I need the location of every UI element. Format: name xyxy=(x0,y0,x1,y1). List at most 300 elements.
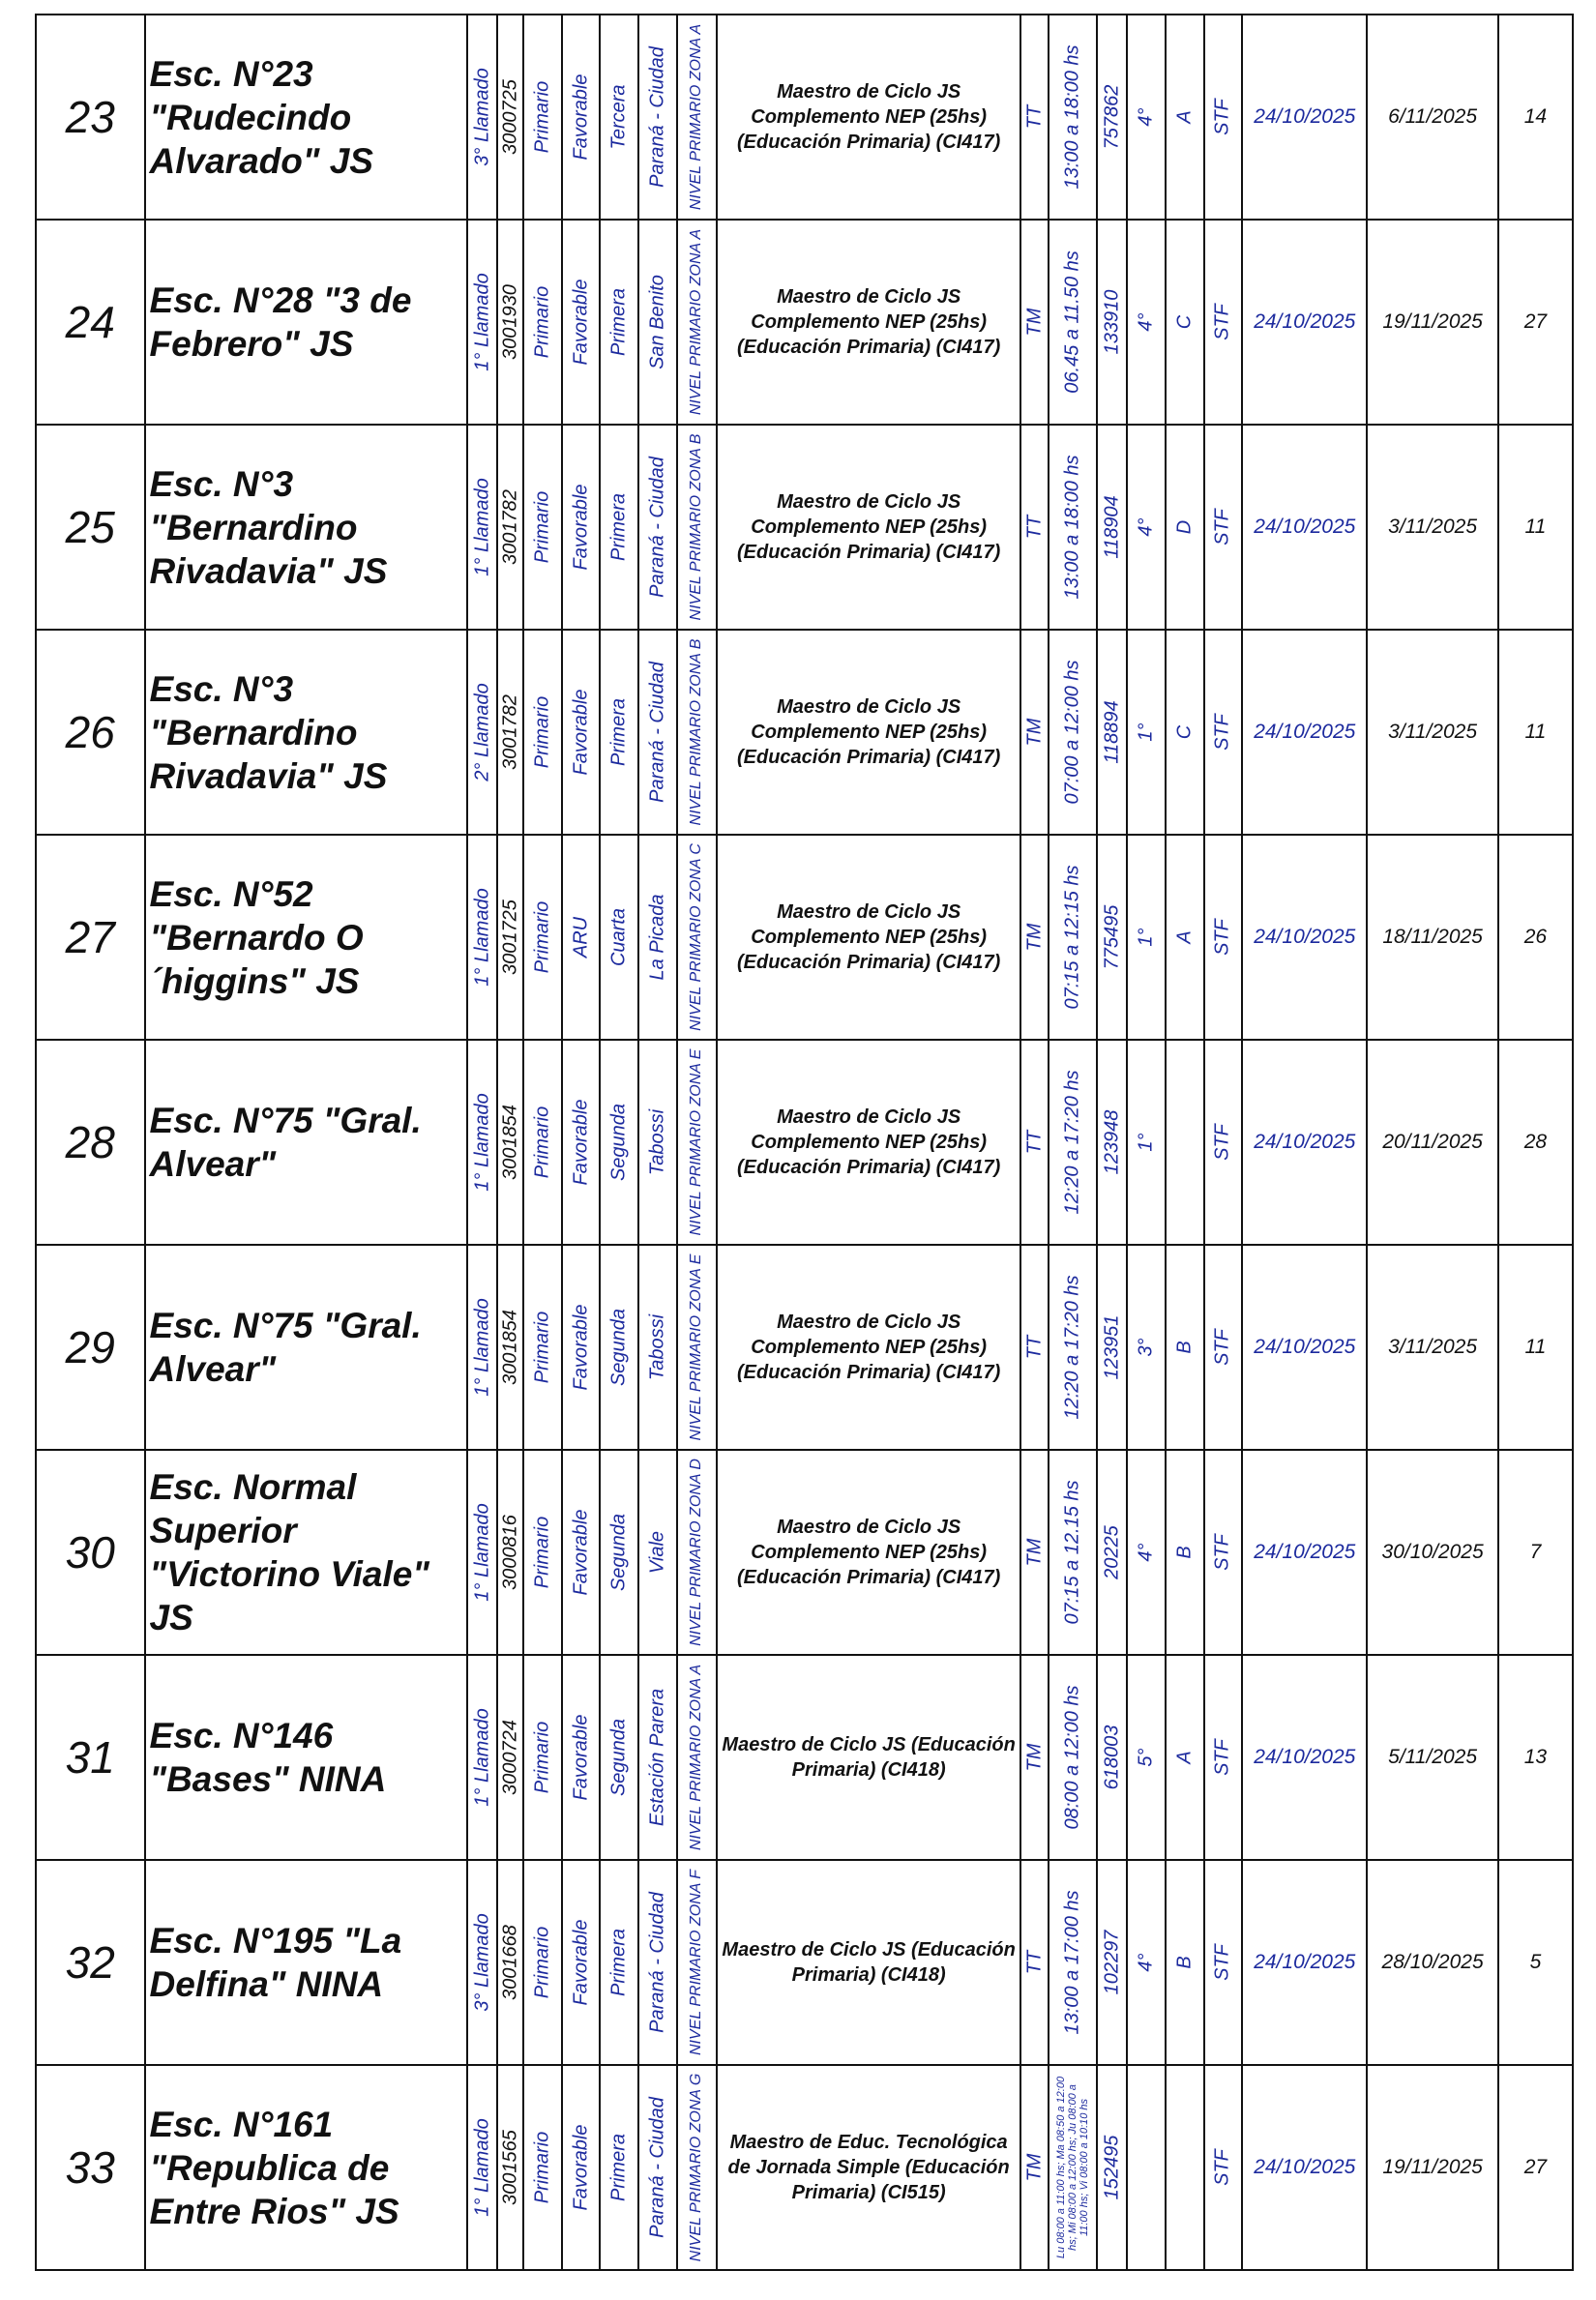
level-zone: NIVEL PRIMARIO ZONA G xyxy=(688,2073,705,2262)
schedule: 07:00 a 12:00 hs xyxy=(1061,660,1083,805)
status: STF xyxy=(1211,99,1233,135)
category-cell xyxy=(600,1655,638,1860)
status: STF xyxy=(1211,2149,1233,2186)
row-number: 31 xyxy=(36,1655,145,1860)
days-count: 27 xyxy=(1498,220,1573,425)
shift: TT xyxy=(1023,104,1046,130)
call-number-cell xyxy=(467,1860,497,2065)
category-cell xyxy=(600,835,638,1040)
zone-type: Favorable xyxy=(570,74,592,161)
date-to: 19/11/2025 xyxy=(1367,2065,1497,2270)
shift-cell xyxy=(1020,15,1049,220)
position-id-cell xyxy=(1097,425,1127,630)
shift-cell xyxy=(1020,1450,1049,1655)
position-title: Maestro de Ciclo JS Complemento NEP (25hs) (Educación Primaria) (CI417) xyxy=(717,1040,1020,1245)
level-cell xyxy=(523,220,562,425)
school-name: Esc. N°23 "Rudecindo Alvarado" JS xyxy=(145,15,467,220)
level-zone: NIVEL PRIMARIO ZONA E xyxy=(688,1253,705,1441)
position-title: Maestro de Ciclo JS Complemento NEP (25hs) (Educación Primaria) (CI417) xyxy=(717,425,1020,630)
level-cell xyxy=(523,15,562,220)
locality: Viale xyxy=(646,1530,668,1575)
position-id-cell xyxy=(1097,15,1127,220)
date-to: 20/11/2025 xyxy=(1367,1040,1497,1245)
section: B xyxy=(1173,1341,1196,1354)
status-cell xyxy=(1204,1655,1243,1860)
schedule: 12:20 a 17:20 hs xyxy=(1061,1070,1083,1215)
call-number-cell xyxy=(467,220,497,425)
section: D xyxy=(1173,519,1196,535)
grade-cell xyxy=(1127,1040,1166,1245)
table-row xyxy=(36,2065,1573,2270)
status: STF xyxy=(1211,919,1233,956)
grade: 5° xyxy=(1135,1748,1157,1767)
position-title: Maestro de Ciclo JS Complemento NEP (25hs) (Educación Primaria) (CI417) xyxy=(717,630,1020,835)
grade: 1° xyxy=(1135,928,1157,947)
school-code: 3001782 xyxy=(499,694,521,770)
position-id-cell xyxy=(1097,630,1127,835)
school-code: 3001854 xyxy=(499,1310,521,1385)
school-name: Esc. N°146 "Bases" NINA xyxy=(145,1655,467,1860)
zone-type: ARU xyxy=(570,916,592,958)
category-cell xyxy=(600,2065,638,2270)
date-from: 24/10/2025 xyxy=(1242,425,1367,630)
category: Segunda xyxy=(607,1308,630,1387)
locality: San Benito xyxy=(646,275,668,369)
shift: TM xyxy=(1023,1743,1046,1772)
schedule-cell xyxy=(1049,1860,1097,2065)
level-zone: NIVEL PRIMARIO ZONA D xyxy=(688,1459,705,1646)
shift: TM xyxy=(1023,923,1046,952)
zone-type-cell xyxy=(562,15,601,220)
zone-type-cell xyxy=(562,425,601,630)
category: Primera xyxy=(607,492,630,562)
position-id: 118894 xyxy=(1101,700,1123,764)
school-code-cell xyxy=(497,1245,523,1450)
days-count: 5 xyxy=(1498,1860,1573,2065)
row-number: 29 xyxy=(36,1245,145,1450)
days-count: 11 xyxy=(1498,1245,1573,1450)
level-cell xyxy=(523,425,562,630)
section-cell xyxy=(1166,220,1204,425)
date-to: 3/11/2025 xyxy=(1367,1245,1497,1450)
date-to: 18/11/2025 xyxy=(1367,835,1497,1040)
position-id-cell xyxy=(1097,1450,1127,1655)
call-number: 1° Llamado xyxy=(471,273,493,371)
level: Primario xyxy=(531,1721,553,1794)
zone-type-cell xyxy=(562,1245,601,1450)
grade-cell xyxy=(1127,220,1166,425)
position-id-cell xyxy=(1097,835,1127,1040)
school-name: Esc. N°28 "3 de Febrero" JS xyxy=(145,220,467,425)
school-name: Esc. N°161 "Republica de Entre Rios" JS xyxy=(145,2065,467,2270)
date-to: 3/11/2025 xyxy=(1367,630,1497,835)
level: Primario xyxy=(531,1106,553,1179)
position-id-cell xyxy=(1097,1655,1127,1860)
category: Primera xyxy=(607,1928,630,1997)
row-number: 26 xyxy=(36,630,145,835)
locality-cell xyxy=(638,2065,677,2270)
category: Primera xyxy=(607,287,630,357)
school-name: Esc. N°75 "Gral. Alvear" xyxy=(145,1040,467,1245)
row-number: 32 xyxy=(36,1860,145,2065)
position-id-cell xyxy=(1097,220,1127,425)
schedule-cell xyxy=(1049,2065,1097,2270)
schedule: 13:00 a 18:00 hs xyxy=(1061,44,1083,190)
grade-cell xyxy=(1127,630,1166,835)
level-zone: NIVEL PRIMARIO ZONA B xyxy=(688,433,705,621)
call-number-cell xyxy=(467,1040,497,1245)
call-number: 3° Llamado xyxy=(471,68,493,166)
shift: TT xyxy=(1023,1130,1046,1155)
section-cell xyxy=(1166,1860,1204,2065)
grade-cell xyxy=(1127,425,1166,630)
position-title: Maestro de Ciclo JS Complemento NEP (25hs) (Educación Primaria) (CI417) xyxy=(717,835,1020,1040)
call-number-cell xyxy=(467,2065,497,2270)
call-number-cell xyxy=(467,835,497,1040)
zone-type: Favorable xyxy=(570,1509,592,1596)
table-row xyxy=(36,15,1573,220)
section-cell xyxy=(1166,1245,1204,1450)
level-zone: NIVEL PRIMARIO ZONA C xyxy=(688,843,705,1031)
status-cell xyxy=(1204,1040,1243,1245)
schedule: Lu 08:00 a 11:00 hs; Ma 08:50 a 12:00 hs; Mi 08:00 a 12:00 hs; Ju 08:00 a 11:00 hs; Vi 08:00 a 10:10 hs xyxy=(1055,2076,1091,2259)
days-count: 7 xyxy=(1498,1450,1573,1655)
locality: La Picada xyxy=(646,894,668,981)
table-row xyxy=(36,1860,1573,2065)
locality: Tabossi xyxy=(646,1108,668,1176)
section-cell xyxy=(1166,1450,1204,1655)
locality: Paraná - Ciudad xyxy=(646,46,668,188)
schedule: 12:20 a 17:20 hs xyxy=(1061,1275,1083,1420)
shift: TM xyxy=(1023,718,1046,747)
row-number: 25 xyxy=(36,425,145,630)
category: Primera xyxy=(607,2133,630,2202)
category-cell xyxy=(600,1245,638,1450)
level-zone: NIVEL PRIMARIO ZONA B xyxy=(688,638,705,826)
school-name: Esc. N°75 "Gral. Alvear" xyxy=(145,1245,467,1450)
level-zone-cell xyxy=(677,2065,718,2270)
locality: Paraná - Ciudad xyxy=(646,662,668,803)
zone-type: Favorable xyxy=(570,1099,592,1186)
status: STF xyxy=(1211,1739,1233,1776)
category: Primera xyxy=(607,697,630,767)
category-cell xyxy=(600,220,638,425)
shift-cell xyxy=(1020,835,1049,1040)
call-number: 3° Llamado xyxy=(471,1913,493,2012)
date-to: 30/10/2025 xyxy=(1367,1450,1497,1655)
position-id: 123948 xyxy=(1101,1109,1123,1175)
level-zone-cell xyxy=(677,835,718,1040)
call-number: 1° Llamado xyxy=(471,1708,493,1807)
status-cell xyxy=(1204,220,1243,425)
position-id: 20225 xyxy=(1101,1525,1123,1579)
date-from: 24/10/2025 xyxy=(1242,1040,1367,1245)
shift-cell xyxy=(1020,1860,1049,2065)
table-row xyxy=(36,630,1573,835)
grade-cell xyxy=(1127,1245,1166,1450)
section: C xyxy=(1173,314,1196,330)
school-code: 3000724 xyxy=(499,1720,521,1795)
zone-type: Favorable xyxy=(570,1714,592,1801)
category-cell xyxy=(600,1860,638,2065)
school-name: Esc. N°195 "La Delfina" NINA xyxy=(145,1860,467,2065)
days-count: 28 xyxy=(1498,1040,1573,1245)
status: STF xyxy=(1211,1124,1233,1161)
level-zone-cell xyxy=(677,425,718,630)
category-cell xyxy=(600,630,638,835)
schedule: 07:15 a 12.15 hs xyxy=(1061,1480,1083,1625)
status: STF xyxy=(1211,304,1233,340)
status: STF xyxy=(1211,509,1233,546)
school-name: Esc. N°52 "Bernardo O´higgins" JS xyxy=(145,835,467,1040)
school-code: 3001668 xyxy=(499,1925,521,2000)
shift: TT xyxy=(1023,515,1046,540)
level: Primario xyxy=(531,490,553,564)
level-cell xyxy=(523,2065,562,2270)
schedule: 06.45 a 11.50 hs xyxy=(1061,251,1083,394)
locality-cell xyxy=(638,1860,677,2065)
table-row xyxy=(36,220,1573,425)
call-number-cell xyxy=(467,425,497,630)
level: Primario xyxy=(531,2131,553,2204)
school-code: 3000725 xyxy=(499,79,521,155)
shift: TM xyxy=(1023,308,1046,337)
locality-cell xyxy=(638,630,677,835)
zone-type: Favorable xyxy=(570,279,592,366)
status-cell xyxy=(1204,425,1243,630)
level-cell xyxy=(523,630,562,835)
grade: 4° xyxy=(1135,312,1157,332)
school-code-cell xyxy=(497,15,523,220)
level-zone-cell xyxy=(677,15,718,220)
status: STF xyxy=(1211,1534,1233,1571)
schedule: 07:15 a 12:15 hs xyxy=(1061,865,1083,1010)
call-number-cell xyxy=(467,1655,497,1860)
grade: 3° xyxy=(1135,1338,1157,1357)
schedule-cell xyxy=(1049,1655,1097,1860)
locality: Paraná - Ciudad xyxy=(646,457,668,598)
section-cell xyxy=(1166,2065,1204,2270)
date-from: 24/10/2025 xyxy=(1242,2065,1367,2270)
call-number-cell xyxy=(467,1245,497,1450)
shift-cell xyxy=(1020,1040,1049,1245)
schedule: 13:00 a 18:00 hs xyxy=(1061,455,1083,600)
table-row xyxy=(36,835,1573,1040)
status-cell xyxy=(1204,2065,1243,2270)
date-from: 24/10/2025 xyxy=(1242,1450,1367,1655)
level-zone: NIVEL PRIMARIO ZONA A xyxy=(688,23,705,211)
shift-cell xyxy=(1020,630,1049,835)
table-row xyxy=(36,1040,1573,1245)
date-to: 3/11/2025 xyxy=(1367,425,1497,630)
call-number-cell xyxy=(467,630,497,835)
level-zone-cell xyxy=(677,630,718,835)
locality: Estación Parera xyxy=(646,1688,668,1827)
date-to: 28/10/2025 xyxy=(1367,1860,1497,2065)
zone-type-cell xyxy=(562,835,601,1040)
row-number: 28 xyxy=(36,1040,145,1245)
schedule-cell xyxy=(1049,1245,1097,1450)
school-code: 3001854 xyxy=(499,1105,521,1180)
school-code-cell xyxy=(497,425,523,630)
position-id: 152495 xyxy=(1101,2135,1123,2200)
position-title: Maestro de Ciclo JS Complemento NEP (25hs) (Educación Primaria) (CI417) xyxy=(717,1245,1020,1450)
grade: 4° xyxy=(1135,107,1157,127)
level-zone-cell xyxy=(677,1040,718,1245)
section-cell xyxy=(1166,15,1204,220)
locality-cell xyxy=(638,835,677,1040)
level: Primario xyxy=(531,1311,553,1384)
level-cell xyxy=(523,1040,562,1245)
position-id: 775495 xyxy=(1101,904,1123,970)
zone-type-cell xyxy=(562,1040,601,1245)
grade-cell xyxy=(1127,1655,1166,1860)
school-code: 3001930 xyxy=(499,284,521,360)
locality-cell xyxy=(638,1245,677,1450)
days-count: 11 xyxy=(1498,630,1573,835)
position-id: 118904 xyxy=(1101,495,1123,559)
call-number-cell xyxy=(467,15,497,220)
shift-cell xyxy=(1020,1245,1049,1450)
row-number: 30 xyxy=(36,1450,145,1655)
position-id: 618003 xyxy=(1101,1725,1123,1790)
position-title: Maestro de Ciclo JS Complemento NEP (25hs) (Educación Primaria) (CI417) xyxy=(717,220,1020,425)
category-cell xyxy=(600,425,638,630)
school-code-cell xyxy=(497,1655,523,1860)
position-title: Maestro de Ciclo JS Complemento NEP (25hs) (Educación Primaria) (CI417) xyxy=(717,15,1020,220)
section: A xyxy=(1173,110,1196,124)
level: Primario xyxy=(531,695,553,769)
date-to: 5/11/2025 xyxy=(1367,1655,1497,1860)
school-name: Esc. N°3 "Bernardino Rivadavia" JS xyxy=(145,425,467,630)
zone-type-cell xyxy=(562,1860,601,2065)
days-count: 13 xyxy=(1498,1655,1573,1860)
zone-type-cell xyxy=(562,2065,601,2270)
grade: 1° xyxy=(1135,1133,1157,1152)
level: Primario xyxy=(531,80,553,154)
level-zone: NIVEL PRIMARIO ZONA F xyxy=(688,1869,705,2056)
level-zone: NIVEL PRIMARIO ZONA E xyxy=(688,1048,705,1236)
level: Primario xyxy=(531,285,553,359)
level-zone: NIVEL PRIMARIO ZONA A xyxy=(688,228,705,416)
date-to: 6/11/2025 xyxy=(1367,15,1497,220)
shift: TM xyxy=(1023,2153,1046,2182)
schedule: 08:00 a 12:00 hs xyxy=(1061,1685,1083,1830)
school-code-cell xyxy=(497,1860,523,2065)
position-id: 757862 xyxy=(1101,84,1123,150)
category: Tercera xyxy=(607,84,630,150)
school-code-cell xyxy=(497,1040,523,1245)
row-number: 23 xyxy=(36,15,145,220)
table-row xyxy=(36,1655,1573,1860)
position-id-cell xyxy=(1097,1245,1127,1450)
schedule-cell xyxy=(1049,425,1097,630)
date-from: 24/10/2025 xyxy=(1242,630,1367,835)
locality-cell xyxy=(638,15,677,220)
level-zone-cell xyxy=(677,1450,718,1655)
status-cell xyxy=(1204,1245,1243,1450)
schedule-cell xyxy=(1049,835,1097,1040)
level: Primario xyxy=(531,1516,553,1589)
call-number: 1° Llamado xyxy=(471,1298,493,1397)
position-id: 123951 xyxy=(1101,1314,1123,1380)
category-cell xyxy=(600,1450,638,1655)
category: Segunda xyxy=(607,1718,630,1797)
shift-cell xyxy=(1020,220,1049,425)
zone-type: Favorable xyxy=(570,1304,592,1391)
position-id-cell xyxy=(1097,1040,1127,1245)
date-from: 24/10/2025 xyxy=(1242,1655,1367,1860)
school-name: Esc. Normal Superior "Victorino Viale" JS xyxy=(145,1450,467,1655)
position-title: Maestro de Ciclo JS (Educación Primaria) (CI418) xyxy=(717,1860,1020,2065)
call-number: 1° Llamado xyxy=(471,2118,493,2217)
section: B xyxy=(1173,1546,1196,1559)
grade: 1° xyxy=(1135,722,1157,742)
vacancy-table xyxy=(35,14,1574,2271)
locality-cell xyxy=(638,425,677,630)
grade-cell xyxy=(1127,2065,1166,2270)
status: STF xyxy=(1211,1944,1233,1981)
shift: TT xyxy=(1023,1950,1046,1975)
status-cell xyxy=(1204,1860,1243,2065)
school-code: 3001725 xyxy=(499,899,521,975)
level-cell xyxy=(523,1655,562,1860)
shift: TT xyxy=(1023,1335,1046,1360)
level-cell xyxy=(523,1860,562,2065)
zone-type: Favorable xyxy=(570,484,592,571)
position-title: Maestro de Educ. Tecnológica de Jornada Simple (Educación Primaria) (CI515) xyxy=(717,2065,1020,2270)
level-zone-cell xyxy=(677,220,718,425)
days-count: 14 xyxy=(1498,15,1573,220)
school-code-cell xyxy=(497,1450,523,1655)
locality: Paraná - Ciudad xyxy=(646,2097,668,2238)
status-cell xyxy=(1204,630,1243,835)
days-count: 11 xyxy=(1498,425,1573,630)
row-number: 33 xyxy=(36,2065,145,2270)
schedule-cell xyxy=(1049,1040,1097,1245)
days-count: 27 xyxy=(1498,2065,1573,2270)
call-number: 1° Llamado xyxy=(471,478,493,576)
position-id-cell xyxy=(1097,1860,1127,2065)
table-row xyxy=(36,1245,1573,1450)
school-code-cell xyxy=(497,2065,523,2270)
section-cell xyxy=(1166,425,1204,630)
section: A xyxy=(1173,1751,1196,1764)
level-zone-cell xyxy=(677,1860,718,2065)
position-id: 133910 xyxy=(1101,289,1123,355)
level-zone: NIVEL PRIMARIO ZONA A xyxy=(688,1664,705,1851)
level-zone-cell xyxy=(677,1245,718,1450)
call-number: 1° Llamado xyxy=(471,888,493,987)
zone-type: Favorable xyxy=(570,2124,592,2211)
call-number: 1° Llamado xyxy=(471,1503,493,1602)
table-row xyxy=(36,1450,1573,1655)
shift-cell xyxy=(1020,1655,1049,1860)
position-title: Maestro de Ciclo JS (Educación Primaria) (CI418) xyxy=(717,1655,1020,1860)
zone-type-cell xyxy=(562,1450,601,1655)
grade-cell xyxy=(1127,1860,1166,2065)
grade-cell xyxy=(1127,1450,1166,1655)
section-cell xyxy=(1166,630,1204,835)
call-number: 1° Llamado xyxy=(471,1093,493,1192)
category-cell xyxy=(600,1040,638,1245)
school-name: Esc. N°3 "Bernardino Rivadavia" JS xyxy=(145,630,467,835)
shift-cell xyxy=(1020,2065,1049,2270)
status: STF xyxy=(1211,714,1233,751)
locality-cell xyxy=(638,1040,677,1245)
school-code-cell xyxy=(497,630,523,835)
locality-cell xyxy=(638,1450,677,1655)
